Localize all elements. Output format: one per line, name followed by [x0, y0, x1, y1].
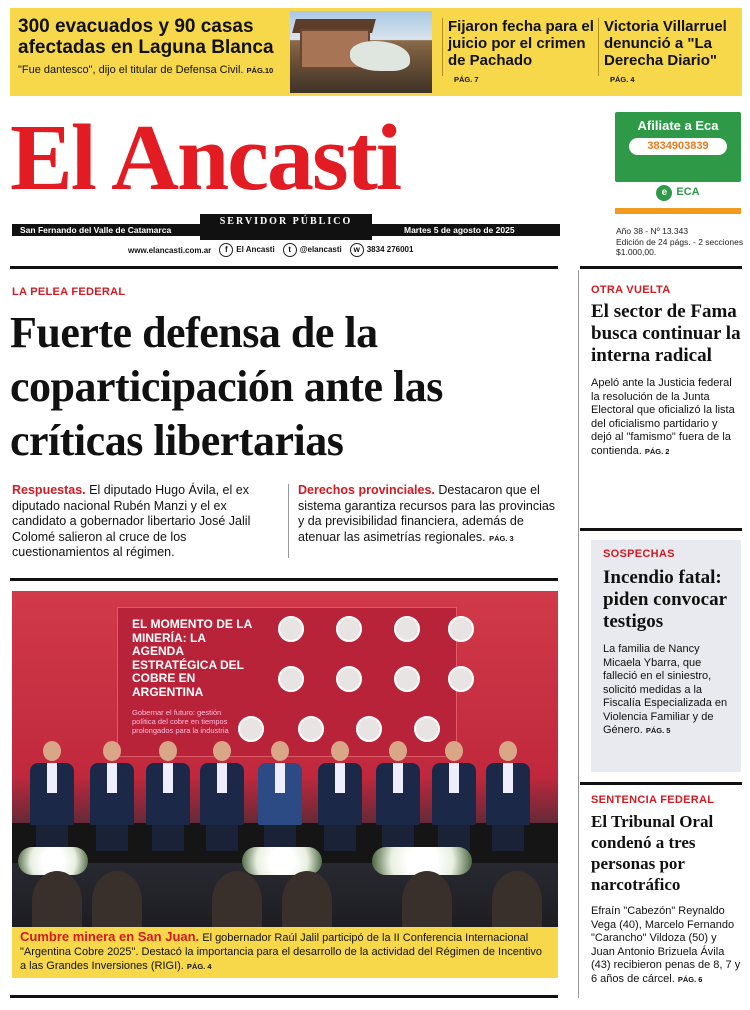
sidebar-story-fama[interactable] — [591, 284, 741, 458]
sidebar-body: La familia de Nancy Micaela Ybarra, que falleció en el siniestro, solicitó medidas a la Fiscalía Especializada en Violencia Familiar y de Género. PÁG. 5 — [603, 643, 728, 736]
whatsapp-icon: w — [350, 243, 364, 257]
column-rule — [578, 270, 579, 998]
eca-phone: 3834903839 — [629, 138, 727, 155]
sidebar-body: Efraín "Cabezón" Reynaldo Vega (40), Marcelo Fernando "Carancho" Vildoza (50) y Juan Antonio Brizuela Ávila (43) recibieron penas de 8, 7 y 6 años de cárcel. PÁG. 6 — [591, 905, 741, 985]
section-rule — [10, 266, 558, 269]
main-headline[interactable]: Fuerte defensa de la coparticipación ante las críticas libertarias — [10, 308, 443, 465]
twitter-link[interactable]: t @elancasti — [283, 243, 342, 257]
banner-story-pachado[interactable] — [448, 18, 598, 84]
speaker-faces — [278, 616, 453, 754]
divider — [598, 18, 599, 76]
banner-story-laguna-blanca[interactable] — [18, 16, 290, 77]
sidebar-kicker: SENTENCIA FEDERAL — [591, 794, 715, 806]
banner-headline: 300 evacuados y 90 casas afectadas en Laguna Blanca — [18, 16, 274, 58]
website-link[interactable]: www.elancasti.com.ar — [128, 245, 212, 255]
banner-photo — [290, 11, 432, 93]
twitter-icon: t — [283, 243, 297, 257]
divider — [442, 18, 443, 76]
masthead-date: Martes 5 de agosto de 2025 — [404, 225, 515, 235]
masthead-tagline: SERVIDOR PÚBLICO — [200, 214, 372, 240]
sidebar-story-tribunal[interactable] — [591, 794, 741, 986]
screen-subtitle: Gobernar el futuro: gestión política del cobre en tiempos prolongados para la industria — [132, 708, 229, 735]
conference-screen — [117, 607, 457, 757]
facebook-link[interactable]: f El Ancasti — [219, 243, 274, 257]
column-rule — [288, 484, 289, 558]
masthead-links — [128, 243, 413, 257]
eca-logo-icon: e — [656, 185, 672, 201]
section-rule — [580, 782, 742, 785]
sidebar-headline: El Tribunal Oral condenó a tres personas por narcotráfico — [591, 812, 714, 894]
screen-title: EL MOMENTO DE LA MINERÍA: LA AGENDA ESTRATÉGICA DEL COBRE EN ARGENTINA — [132, 617, 252, 699]
main-photo[interactable] — [12, 591, 558, 927]
photo-caption: Cumbre minera en San Juan. El gobernador Raúl Jalil participó de la II Conferencia Internacional "Argentina Cobre 2025". Destacó la importancia para el desarrollo de la actividad del Régimen de Incentivo a las Grandes Inversiones (RIGI). PÁG. 4 — [12, 927, 558, 978]
facebook-icon: f — [219, 243, 233, 257]
sidebar-story-incendio[interactable] — [591, 540, 741, 772]
whatsapp-link[interactable]: w 3834 276001 — [350, 243, 414, 257]
banner-text: "Fue dantesco", dijo el titular de Defensa Civil. PÁG.10 — [18, 64, 274, 76]
edition-info: Año 38 - Nº 13.343 Edición de 24 págs. - 2 secciones $1.000,00. — [616, 226, 744, 257]
main-kicker: LA PELEA FEDERAL — [12, 286, 126, 298]
page-ref: PÁG. 7 — [454, 75, 479, 84]
sidebar-kicker: SOSPECHAS — [603, 548, 675, 560]
eca-logo: e ECA — [615, 185, 741, 201]
sidebar-headline: El sector de Fama busca continuar la interna radical — [591, 301, 741, 366]
main-subtext-left: Respuestas. El diputado Hugo Ávila, el ex diputado nacional Rubén Manzi y el ex candidato a gobernador libertario José Jalil Colomé salieron al cruce de los cuestionamientos al régimen. — [12, 483, 251, 559]
banner-story-villarruel[interactable] — [604, 18, 738, 84]
banner-headline: Fijaron fecha para el juicio por el crimen de Pachado — [448, 18, 594, 69]
sidebar-body: Apeló ante la Justicia federal la resolución de la Junta Electoral que oficializó la lista del oficialismo partidario y dejó al "famismo" fuera de la contienda. PÁG. 2 — [591, 377, 735, 457]
eca-title: Afiliate a Eca — [637, 118, 719, 133]
top-banner — [10, 8, 742, 96]
masthead-city: San Fernando del Valle de Catamarca — [20, 225, 172, 235]
masthead-logo[interactable]: El Ancasti — [10, 106, 401, 210]
banner-headline: Victoria Villarruel denunció a "La Derecha Diario" — [604, 18, 727, 69]
sidebar-headline: Incendio fatal: piden convocar testigos — [603, 567, 727, 632]
section-rule — [580, 266, 742, 269]
page-ref: PÁG. 4 — [610, 75, 635, 84]
eca-ad[interactable] — [615, 112, 741, 214]
section-rule — [10, 995, 558, 998]
sidebar-kicker: OTRA VUELTA — [591, 284, 671, 296]
main-subtext-right: Derechos provinciales. Destacaron que el sistema garantiza recursos para las provincias y da previsibilidad financiera, además de atenuar las asimetrías regionales. PÁG. 3 — [298, 483, 556, 544]
section-rule — [580, 528, 742, 531]
section-rule — [10, 578, 558, 581]
eca-strip — [615, 208, 741, 214]
